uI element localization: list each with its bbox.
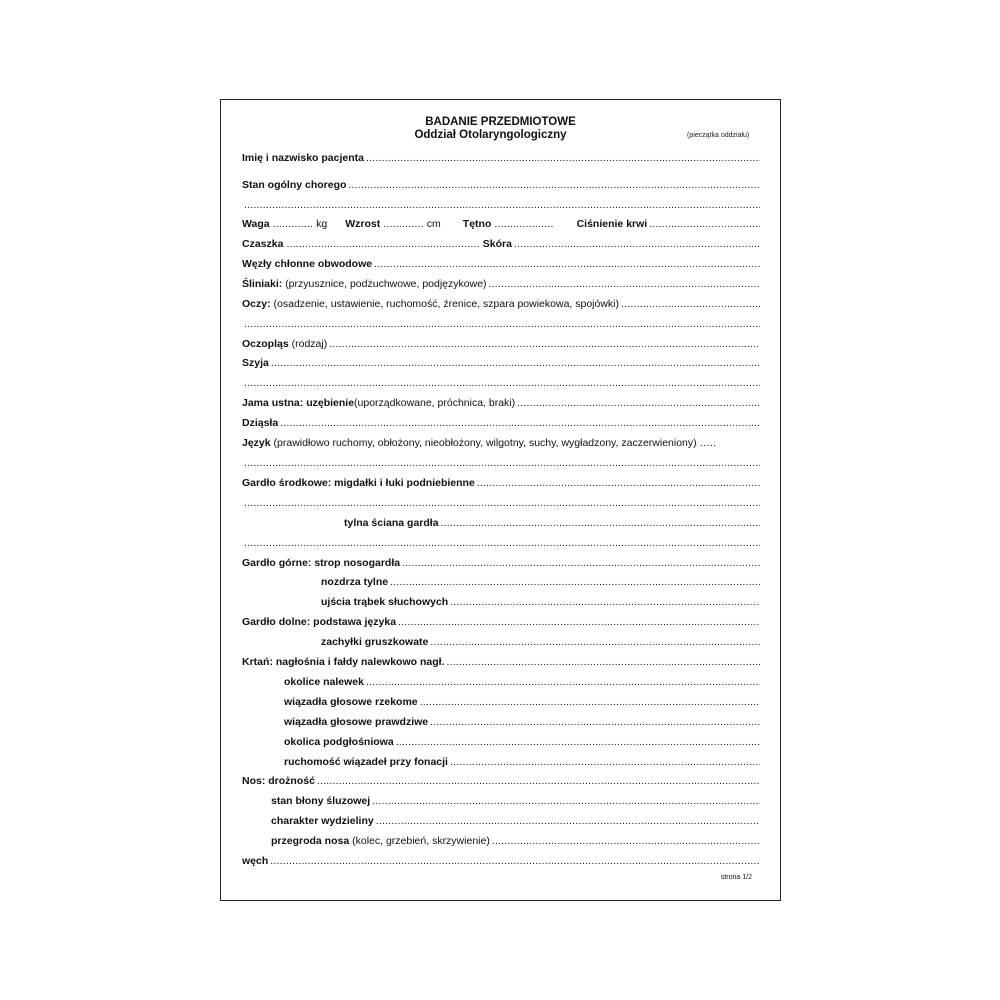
field-eyes[interactable]: Oczy: (osadzenie, ustawienie, ruchomość, źrenice, szpara powiekowa, spojówki) ..... [242,298,760,314]
field-smell[interactable]: węch ..... [242,855,760,871]
field-mucosa[interactable]: stan błony śluzowej ..... [271,795,760,811]
field-oropharynx-cont[interactable] [242,497,760,513]
form-title: BADANIE PRZEDMIOTOWE [425,116,576,128]
field-nose-patency[interactable]: Nos: drożność ..... [242,775,760,791]
field-tongue[interactable]: Język (prawidłowo ruchomy, obłożony, nieobłożony, wilgotny, suchy, wygładzony, zaczerwieniony) ….. [242,437,716,449]
field-eyes-cont[interactable] [242,318,760,334]
field-patient-name[interactable]: Imię i nazwisko pacjenta ..... [242,152,760,168]
field-tongue-cont[interactable] [242,457,760,473]
field-choanae[interactable]: nozdrza tylne ..... [321,576,760,592]
field-vitals[interactable]: Waga ............. kg Wzrost ............. cm Tętno ................... Ciśnienie krwi ..... [242,218,760,234]
field-piriform[interactable]: zachyłki gruszkowate ..... [321,636,760,652]
field-larynx[interactable]: Krtań: nagłośnia i fałdy nalewkowo nagł. ..... [242,656,760,672]
field-septum[interactable]: przegroda nosa (kolec, grzebień, skrzywienie) ..... [271,835,760,851]
field-discharge[interactable]: charakter wydzieliny ..... [271,815,760,831]
stamp-label: (pieczątka oddziału) [687,132,750,139]
field-arytenoids[interactable]: okolice nalewek ..... [284,676,760,692]
field-neck[interactable]: Szyja ..... [242,357,760,373]
field-lymph-nodes[interactable]: Węzły chłonne obwodowe ..... [242,258,760,274]
field-nasopharynx[interactable]: Gardło górne: strop nosogardła ..... [242,557,760,573]
field-skull-skin[interactable]: Czaszka .............................................................. Skóra ..... [242,238,760,254]
field-true-cords[interactable]: wiązadła głosowe prawdziwe ..... [284,716,760,732]
field-neck-cont[interactable] [242,377,760,393]
field-oropharynx[interactable]: Gardło środkowe: migdałki i łuki podniebienne ..... [242,477,760,493]
field-gums[interactable]: Dziąsła ..... [242,417,760,433]
field-salivary-glands[interactable]: Śliniaki: (przyusznice, podżuchwowe, podjęzykowe) ..... [242,278,760,294]
field-false-cords[interactable]: wiązadła głosowe rzekome ..... [284,696,760,712]
form-subtitle: Oddział Otolaryngologiczny [414,129,567,141]
field-general-condition-cont[interactable] [242,199,760,215]
field-oral-cavity[interactable]: Jama ustna: uzębienie (uporządkowane, próchnica, braki) ..... [242,397,760,413]
field-hypopharynx[interactable]: Gardło dolne: podstawa języka ..... [242,616,760,632]
form-page [220,99,781,901]
field-cord-mobility[interactable]: ruchomość wiązadeł przy fonacji ..... [284,756,760,772]
field-eustachian[interactable]: ujścia trąbek słuchowych ..... [321,596,760,612]
field-nystagmus[interactable]: Oczopląs (rodzaj) ..... [242,338,760,354]
field-general-condition[interactable]: Stan ogólny chorego ..... [242,179,760,195]
field-posterior-wall-cont[interactable] [242,537,760,553]
field-subglottis[interactable]: okolica podgłośniowa ..... [284,736,760,752]
page-number: strona 1/2 [720,874,752,881]
field-posterior-wall[interactable]: tylna ściana gardła ..... [344,517,760,533]
